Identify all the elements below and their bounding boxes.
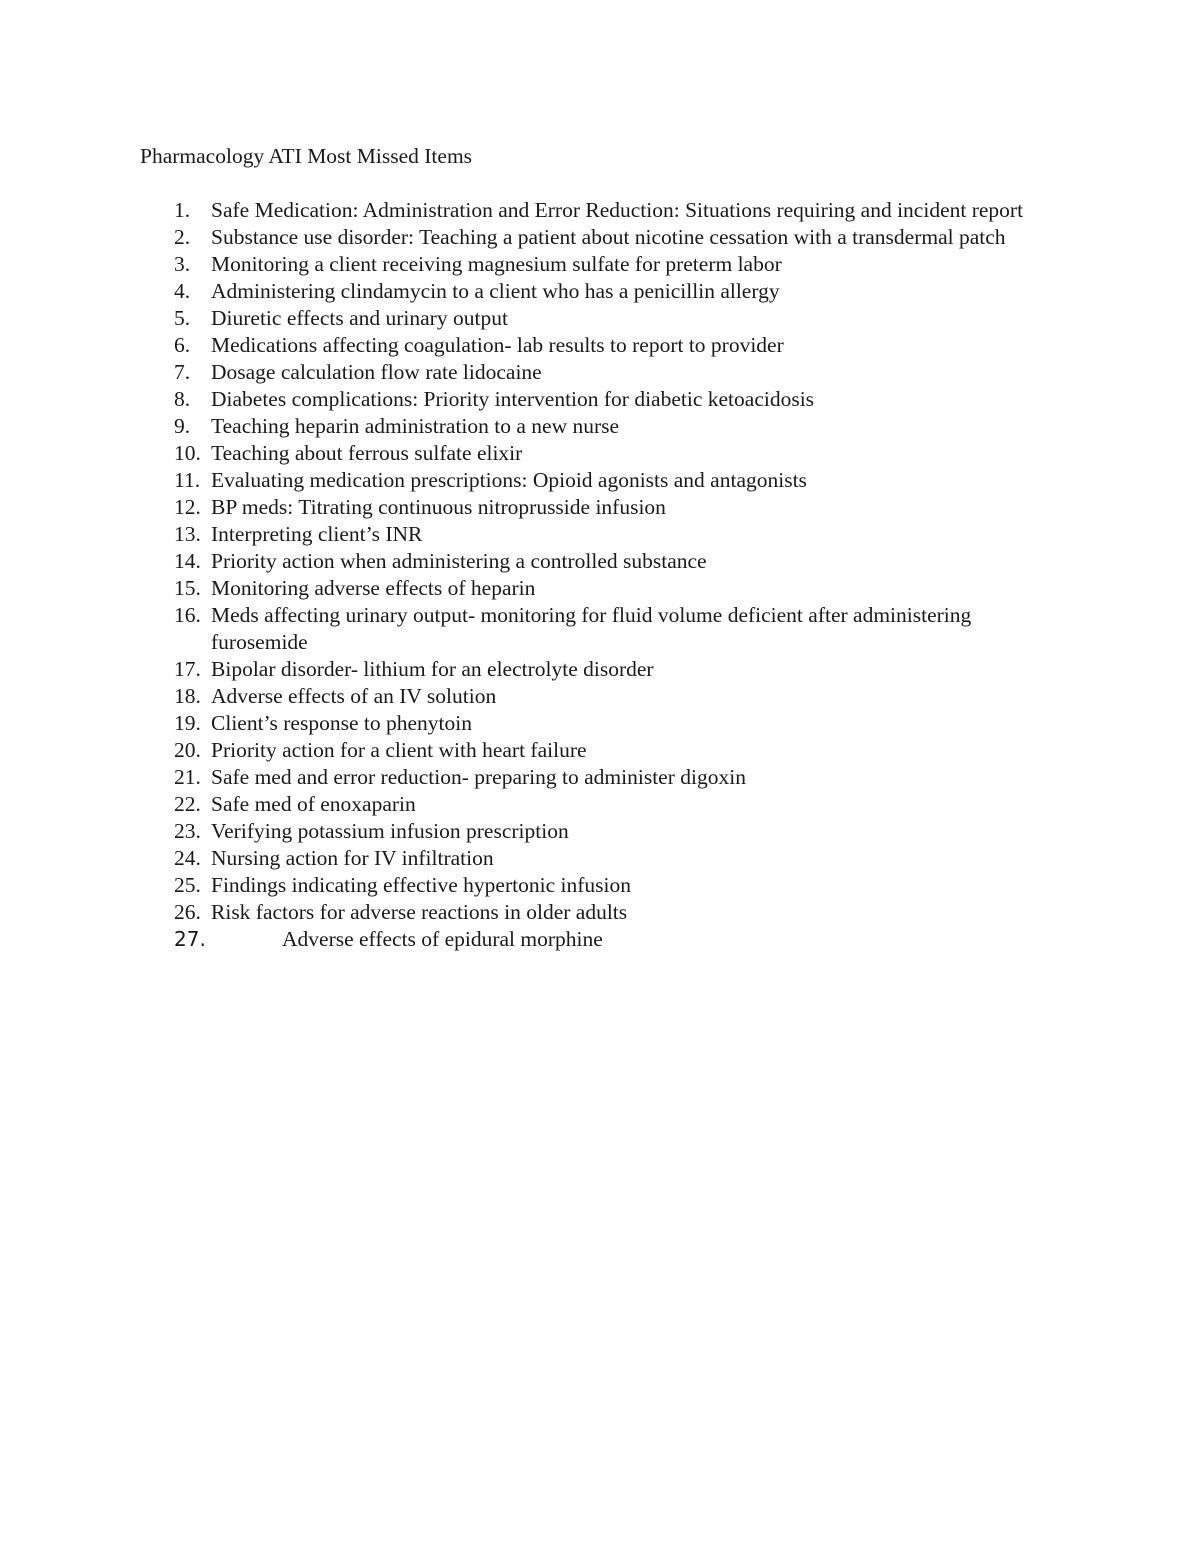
list-item	[0, 386, 1200, 413]
item-number: 4.	[174, 279, 191, 303]
item-number: 9.	[174, 414, 191, 438]
item-text: Evaluating medication prescriptions: Opioid agonists and antagonists	[211, 468, 807, 492]
item-number: 17.	[174, 657, 201, 681]
item-text: Medications affecting coagulation- lab results to report to provider	[211, 333, 784, 357]
item-text: Safe med and error reduction- preparing to administer digoxin	[211, 765, 746, 789]
item-number: 19.	[174, 711, 201, 735]
item-number: 18.	[174, 684, 201, 708]
item-number: 23.	[174, 819, 201, 843]
list-item	[0, 494, 1200, 521]
list-item	[0, 602, 1200, 656]
list-item	[0, 818, 1200, 845]
list-item	[0, 521, 1200, 548]
list-item	[0, 926, 1200, 953]
list-item	[0, 845, 1200, 872]
list-item	[0, 899, 1200, 926]
item-text: Adverse effects of an IV solution	[211, 684, 497, 708]
list-item	[0, 332, 1200, 359]
item-text: Diuretic effects and urinary output	[211, 306, 508, 330]
item-number: 14.	[174, 549, 201, 573]
item-number: 22.	[174, 792, 201, 816]
document-title: Pharmacology ATI Most Missed Items	[140, 144, 473, 168]
item-text: Safe med of enoxaparin	[211, 792, 416, 816]
item-number: 12.	[174, 495, 201, 519]
item-text: Interpreting client’s INR	[211, 522, 423, 546]
item-number: 27.	[174, 927, 206, 951]
item-number: 8.	[174, 387, 191, 411]
list-item	[0, 413, 1200, 440]
list-item	[0, 440, 1200, 467]
item-text: Substance use disorder: Teaching a patient about nicotine cessation with a transdermal patch	[211, 225, 1006, 249]
item-number: 3.	[174, 252, 191, 276]
list-item	[0, 305, 1200, 332]
item-text: Verifying potassium infusion prescription	[211, 819, 569, 843]
item-number: 16.	[174, 603, 201, 627]
item-text: Dosage calculation flow rate lidocaine	[211, 360, 542, 384]
item-number: 15.	[174, 576, 201, 600]
item-text: Priority action when administering a controlled substance	[211, 549, 707, 573]
item-number: 11.	[174, 468, 201, 492]
list-item	[0, 224, 1200, 251]
item-text: Teaching about ferrous sulfate elixir	[211, 441, 523, 465]
list-item	[0, 548, 1200, 575]
item-text: BP meds: Titrating continuous nitroprusside infusion	[211, 495, 666, 519]
list-item	[0, 656, 1200, 683]
list-item	[0, 683, 1200, 710]
item-text: Adverse effects of epidural morphine	[282, 927, 603, 951]
list-item	[0, 467, 1200, 494]
item-text: Client’s response to phenytoin	[211, 711, 472, 735]
item-number: 1.	[174, 198, 191, 222]
item-number: 21.	[174, 765, 201, 789]
item-text: Diabetes complications: Priority intervention for diabetic ketoacidosis	[211, 387, 815, 411]
item-text: Meds affecting urinary output- monitoring for fluid volume deficient after administering furosemide	[211, 603, 972, 654]
item-number: 10.	[174, 441, 201, 465]
item-number: 5.	[174, 306, 191, 330]
item-text: Teaching heparin administration to a new nurse	[211, 414, 620, 438]
item-number: 2.	[174, 225, 191, 249]
item-text: Monitoring adverse effects of heparin	[211, 576, 536, 600]
list-item	[0, 791, 1200, 818]
list-item	[0, 575, 1200, 602]
item-text: Findings indicating effective hypertonic infusion	[211, 873, 631, 897]
list-item	[0, 251, 1200, 278]
item-text: Risk factors for adverse reactions in older adults	[211, 900, 628, 924]
list-item	[0, 710, 1200, 737]
list-item	[0, 359, 1200, 386]
item-text: Priority action for a client with heart failure	[211, 738, 587, 762]
item-number: 7.	[174, 360, 191, 384]
item-number: 20.	[174, 738, 201, 762]
item-number: 24.	[174, 846, 201, 870]
item-text: Monitoring a client receiving magnesium sulfate for preterm labor	[211, 252, 782, 276]
item-number: 26.	[174, 900, 201, 924]
item-text: Nursing action for IV infiltration	[211, 846, 494, 870]
item-number: 13.	[174, 522, 201, 546]
list-item	[0, 872, 1200, 899]
list-item	[0, 278, 1200, 305]
list-item	[0, 737, 1200, 764]
list-item	[0, 197, 1200, 224]
list-item	[0, 764, 1200, 791]
item-text: Safe Medication: Administration and Error Reduction: Situations requiring and incident report	[211, 198, 1024, 222]
missed-items-list	[0, 197, 1200, 953]
item-number: 6.	[174, 333, 191, 357]
item-number: 25.	[174, 873, 201, 897]
item-text: Bipolar disorder- lithium for an electrolyte disorder	[211, 657, 654, 681]
item-text: Administering clindamycin to a client who has a penicillin allergy	[211, 279, 780, 303]
